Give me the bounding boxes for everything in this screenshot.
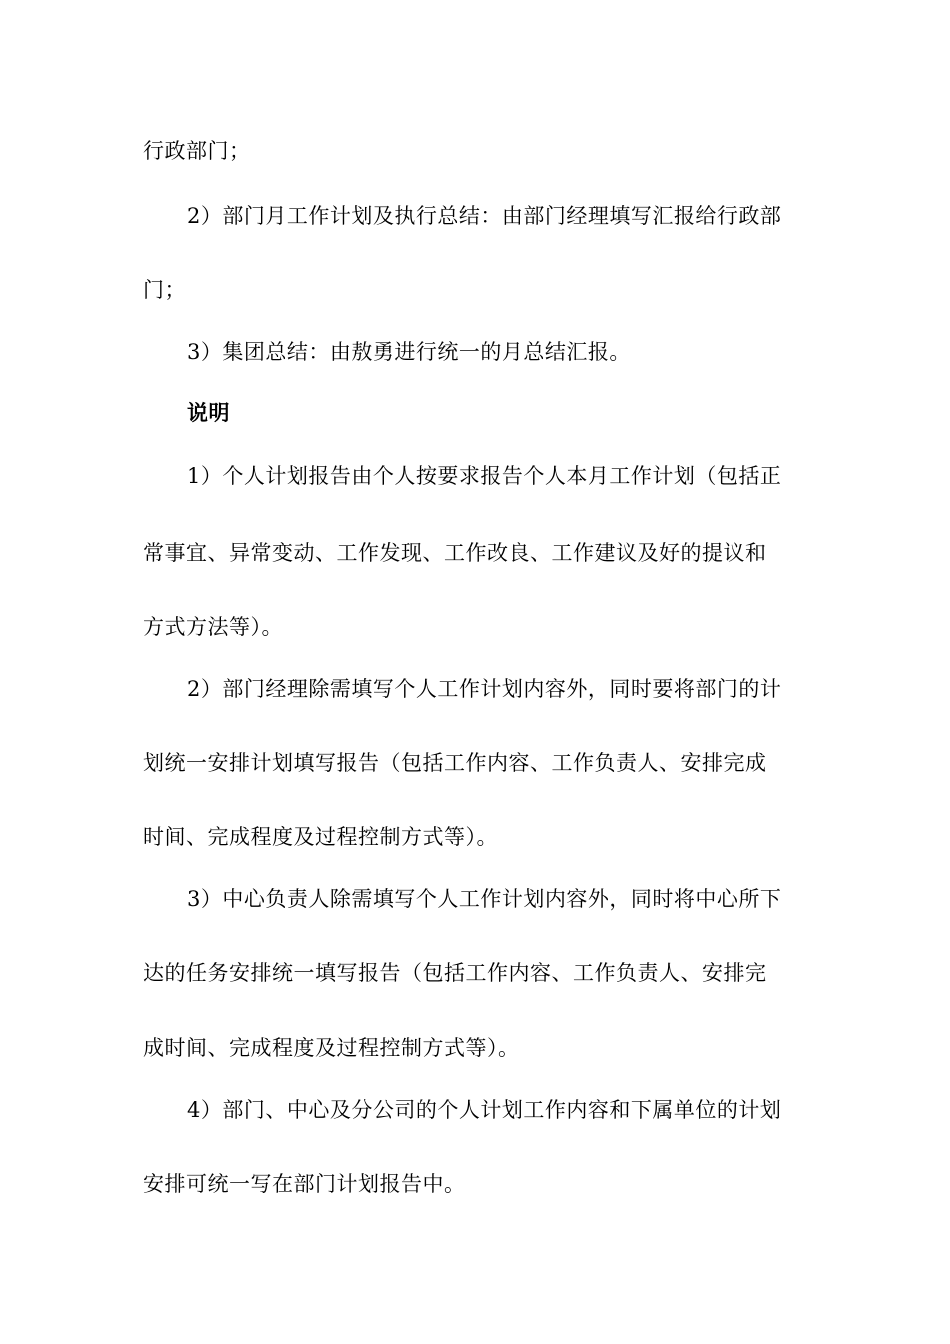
text-line: 4）部门、中心及分公司的个人计划工作内容和下属单位的计划 — [187, 1098, 782, 1122]
text-line: 达的任务安排统一填写报告（包括工作内容、工作负责人、安排完 — [143, 961, 767, 985]
text-line: 门； — [143, 278, 186, 302]
text-line: 行政部门； — [143, 139, 251, 163]
text-line: 安排可统一写在部门计划报告中。 — [143, 1172, 466, 1196]
text-line: 划统一安排计划填写报告（包括工作内容、工作负责人、安排完成 — [143, 751, 767, 775]
text-line: 成时间、完成程度及过程控制方式等）。 — [143, 1036, 520, 1060]
text-line: 时间、完成程度及过程控制方式等）。 — [143, 825, 498, 849]
text-line: 方式方法等）。 — [143, 615, 283, 639]
text-line: 3）集团总结：由敖勇进行统一的月总结汇报。 — [187, 340, 631, 364]
text-line: 2）部门月工作计划及执行总结：由部门经理填写汇报给行政部 — [187, 204, 782, 228]
text-line: 3）中心负责人除需填写个人工作计划内容外，同时将中心所下 — [187, 887, 782, 911]
section-heading: 说明 — [187, 400, 230, 425]
text-line: 1）个人计划报告由个人按要求报告个人本月工作计划（包括正 — [187, 464, 782, 488]
text-line: 2）部门经理除需填写个人工作计划内容外，同时要将部门的计 — [187, 677, 782, 701]
text-line: 常事宜、异常变动、工作发现、工作改良、工作建议及好的提议和 — [143, 541, 767, 565]
